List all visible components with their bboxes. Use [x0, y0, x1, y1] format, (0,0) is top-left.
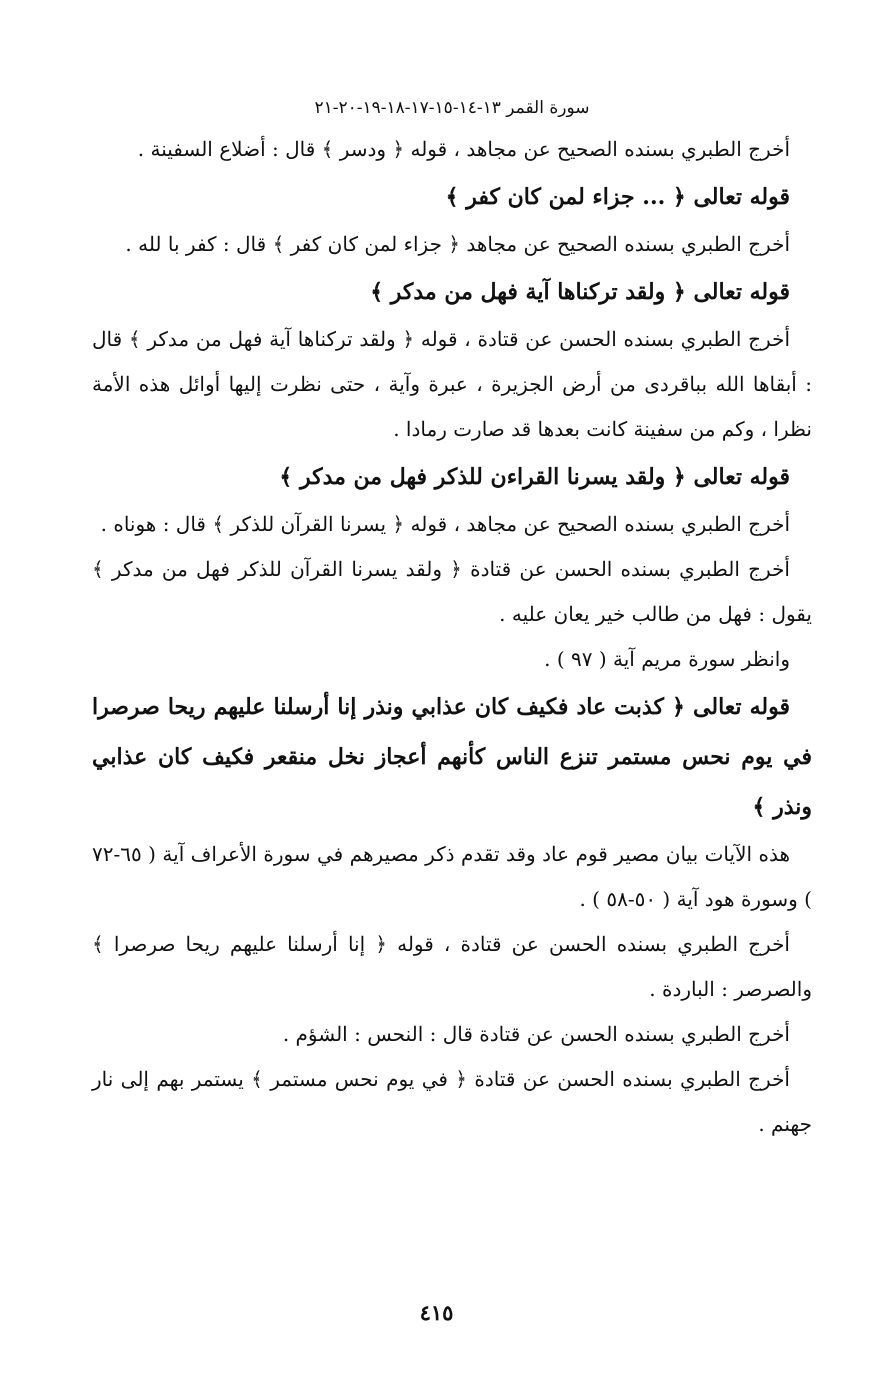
verse-heading-jazaa: قوله تعالى ﴿ ... جزاء لمن كان كفر ﴾	[445, 184, 790, 210]
page-number: ٤١٥	[419, 1300, 454, 1325]
paragraph-mujahid-jazaa: أخرج الطبري بسنده الصحيح عن مجاهد ﴿ جزاء لمن كان كفر ﴾ قال : كفر با لله .	[125, 232, 790, 256]
paragraph-ad-fate: هذه الآيات بيان مصير قوم عاد وقد تقدم ذكر مصيرهم في سورة الأعراف آية ( ٦٥-٧٢ ) وسورة هود آية ( ٥٠-٥٨ ) .	[92, 842, 812, 911]
paragraph-qatada-yassarna: أخرج الطبري بسنده الحسن عن قتادة ﴿ ولقد يسرنا القرآن للذكر فهل من مدكر ﴾ يقول : فهل من طالب خير يعان عليه .	[92, 557, 812, 626]
page-content	[92, 95, 812, 1147]
verse-heading-taraknaha: قوله تعالى ﴿ ولقد تركناها آية فهل من مدكر ﴾	[370, 279, 790, 305]
running-header: سورة القمر ١٣-١٤-١٥-١٧-١٨-١٩-٢٠-٢١	[314, 98, 590, 118]
verse-heading-kadhdhabat-ad: قوله تعالى ﴿ كذبت عاد فكيف كان عذابي ونذر إنا أرسلنا عليهم ريحا صرصرا في يوم نحس مستمر تنزع الناس كأنهم أعجاز نخل منقعر فكيف كان عذابي ونذر ﴾	[92, 694, 812, 820]
paragraph-qatada-taraknaha: أخرج الطبري بسنده الحسن عن قتادة ، قوله ﴿ ولقد تركناها آية فهل من مدكر ﴾ قال : أبقاها الله بباقردى من أرض الجزيرة ، عبرة وآية ، حتى نظرت إليها أوائل هذه الأمة نظرا ، وكم من سفينة كانت بعدها قد صارت رمادا .	[92, 327, 812, 441]
paragraph-qatada-mustamirr: أخرج الطبري بسنده الحسن عن قتادة ﴿ في يوم نحس مستمر ﴾ يستمر بهم إلى نار جهنم .	[92, 1067, 812, 1136]
verse-heading-yassarna: قوله تعالى ﴿ ولقد يسرنا القراءن للذكر فهل من مدكر ﴾	[279, 464, 790, 490]
paragraph-qatada-sarsar: أخرج الطبري بسنده الحسن عن قتادة ، قوله ﴿ إنا أرسلنا عليهم ريحا صرصرا ﴾ والصرصر : الباردة .	[92, 932, 812, 1001]
paragraph-mujahid-dusur: أخرج الطبري بسنده الصحيح عن مجاهد ، قوله ﴿ ودسر ﴾ قال : أضلاع السفينة .	[137, 137, 790, 161]
paragraph-see-maryam: وانظر سورة مريم آية ( ٩٧ ) .	[544, 647, 790, 671]
text-body	[92, 127, 812, 1147]
paragraph-qatada-nahs: أخرج الطبري بسنده الحسن عن قتادة قال : النحس : الشؤم .	[282, 1022, 790, 1046]
paragraph-mujahid-yassarna: أخرج الطبري بسنده الصحيح عن مجاهد ، قوله ﴿ يسرنا القرآن للذكر ﴾ قال : هوناه .	[100, 512, 790, 536]
